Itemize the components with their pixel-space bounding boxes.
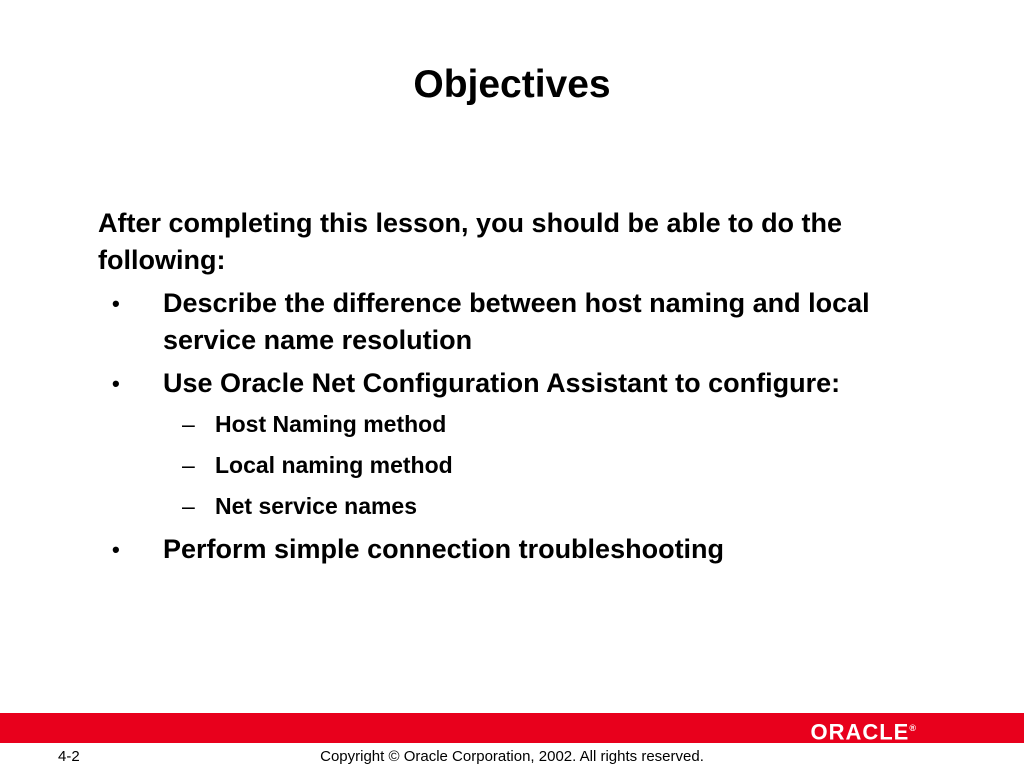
sub-bullet-text: Local naming method (215, 452, 453, 478)
bullet-icon: • (112, 291, 120, 316)
footer-bar (0, 713, 1024, 743)
bullet-icon: • (112, 537, 120, 562)
copyright-text: Copyright © Oracle Corporation, 2002. All rights reserved. (320, 748, 704, 765)
sub-bullet-item (98, 449, 928, 482)
oracle-logo: ORACLE® (810, 719, 916, 745)
bullet-item (98, 531, 928, 568)
sub-bullet-item (98, 490, 928, 523)
bullet-icon: • (112, 371, 120, 396)
slide-content (98, 205, 928, 574)
bullet-item (98, 285, 928, 359)
bullet-item (98, 365, 928, 402)
page-number: 4-2 (58, 748, 80, 765)
sub-bullet-text: Net service names (215, 493, 418, 519)
bullet-text: Perform simple connection troubleshooting (163, 534, 725, 564)
sub-bullet-item (98, 408, 928, 441)
bullet-text: Use Oracle Net Configuration Assistant to configure: (163, 368, 841, 398)
dash-icon: – (182, 411, 195, 437)
bullet-text: Describe the difference between host naming and local service name resolution (163, 288, 870, 355)
intro-text: After completing this lesson, you should be able to do the following: (98, 208, 843, 275)
sub-bullet-text: Host Naming method (215, 411, 447, 437)
dash-icon: – (182, 493, 195, 519)
slide-title: Objectives (413, 63, 611, 106)
dash-icon: – (182, 452, 195, 478)
